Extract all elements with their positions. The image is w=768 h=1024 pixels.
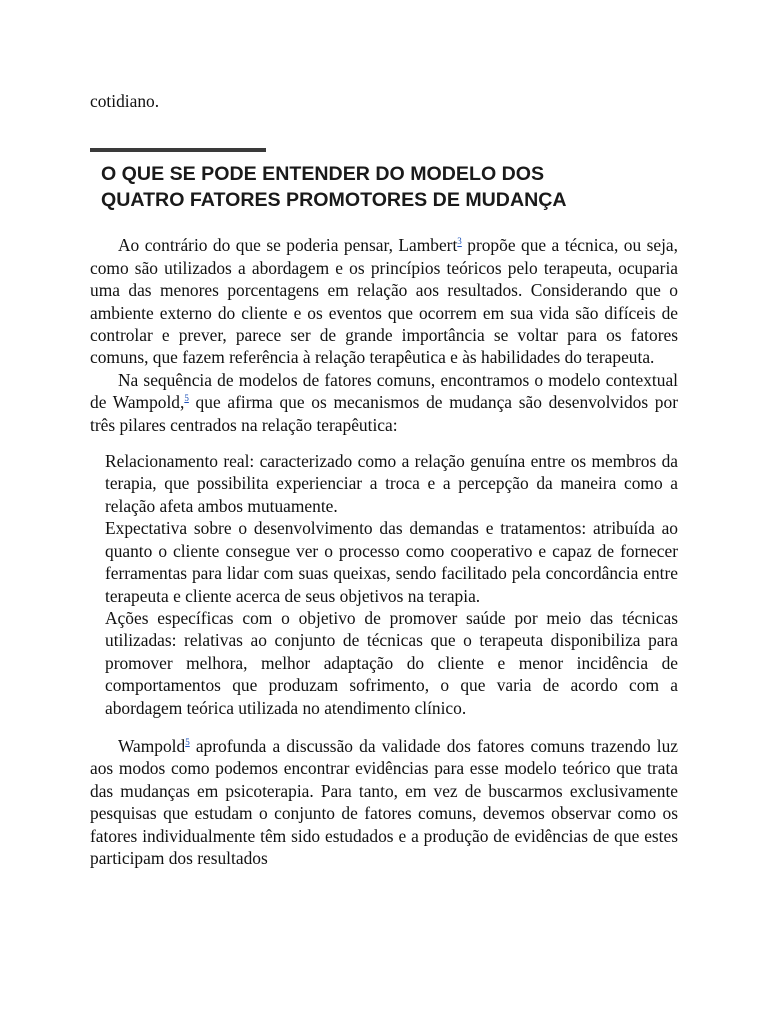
closing-section [90, 735, 678, 869]
paragraph-3-text-b: aprofunda a discussão da validade dos fatores comuns trazendo luz aos modos como podemos encontrar evidências para esse modelo teórico que trata das mudanças em psicoterapia. Para tanto, em vez de buscarmos exclusivamente pesquisas que estudam o conjunto de fatores comuns, devemos observar como os fatores individualmente têm sido estudados e a produção de evidências de que estes participam dos resultados [90, 735, 678, 868]
section-heading [101, 161, 678, 213]
paragraph-2-text-a: Na sequência de modelos de fatores comuns, encontramos o modelo contextual de Wampold, [90, 369, 678, 413]
section-heading-line-2: QUATRO FATORES PROMOTORES DE MUDANÇA [101, 189, 567, 212]
list-item: Relacionamento real: caracterizado como a relação genuína entre os membros da terapia, que possibilita experienciar a troca e a percepção da maneira como a relação afeta ambos mutuamente. [105, 451, 678, 516]
footnote-ref-5-second[interactable]: 5 [185, 737, 190, 748]
paragraph-1-text-b: propõe que a técnica, ou seja, como são utilizados a abordagem e os princípios teóricos pelo terapeuta, ocuparia uma das menores porcentagens em relação aos resultados. Considerando que o ambiente externo do cliente e os eventos que ocorrem em sua vida são difíceis de controlar e prever, parece ser de grande importância se voltar para os fatores comuns, que fazem referência à relação terapêutica e às habilidades do terapeuta. [90, 235, 679, 368]
list-item: Ações específicas com o objetivo de promover saúde por meio das técnicas utilizadas: relativas ao conjunto de técnicas que o terapeuta disponibiliza para promover melhora, melhor adaptação do cliente e menor incidência de comportamentos que produzam sofrimento, o que varia de acordo com a abordagem teórica utilizada no atendimento clínico. [105, 607, 678, 718]
paragraph-2 [90, 369, 678, 436]
paragraph-3 [90, 735, 678, 869]
document-page [90, 90, 678, 869]
pillars-list [90, 450, 678, 719]
section-divider [90, 148, 266, 152]
section-body [90, 234, 678, 436]
footnote-ref-5[interactable]: 5 [184, 393, 189, 404]
paragraph-1 [90, 234, 678, 368]
paragraph-1-text-a: Ao contrário do que se poderia pensar, Lambert [118, 235, 458, 256]
footnote-ref-3[interactable]: 3 [457, 236, 462, 247]
paragraph-2-text-b: que afirma que os mecanismos de mudança são desenvolvidos por três pilares centrados na relação terapêutica: [90, 392, 678, 435]
paragraph-3-text-a: Wampold [118, 735, 186, 756]
section-heading-line-1: O QUE SE PODE ENTENDER DO MODELO DOS [101, 163, 545, 186]
opening-text: cotidiano. [90, 91, 160, 111]
list-item: Expectativa sobre o desenvolvimento das demandas e tratamentos: atribuída ao quanto o cliente consegue ver o processo como cooperativo e capaz de fornecer ferramentas para lidar com suas queixas, sendo facilitado pela concordância entre terapeuta e cliente acerca de seus objetivos na terapia. [105, 518, 678, 606]
